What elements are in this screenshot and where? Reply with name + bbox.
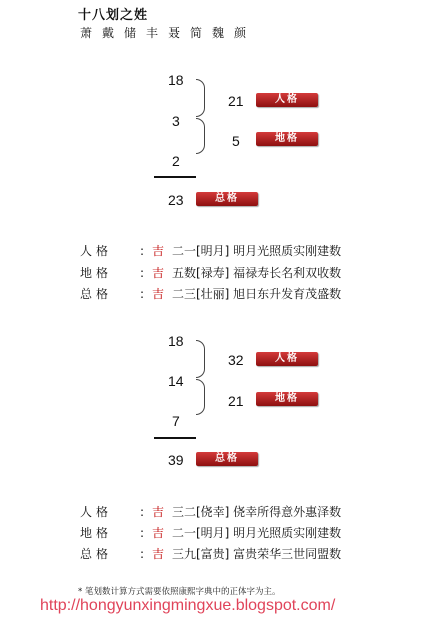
bracket-di — [196, 118, 205, 154]
row-label: 人格 — [80, 244, 113, 258]
ren-badge: 人格 — [256, 352, 318, 366]
row-desc: 三九[富贵] 富贵荣华三世同盟数 — [172, 547, 342, 561]
surname-list: 萧戴储丰聂简魏颜 — [80, 26, 257, 40]
sum-rule — [154, 176, 196, 178]
bracket-ren — [196, 79, 205, 117]
total-value: 23 — [168, 192, 184, 208]
stroke-top: 18 — [168, 333, 184, 349]
row-luck: 吉 — [152, 505, 165, 519]
ren-badge: 人格 — [256, 93, 318, 107]
fortune-row — [80, 545, 341, 562]
stroke-mid: 14 — [168, 373, 184, 389]
total-value: 39 — [168, 452, 184, 468]
bracket-di — [196, 379, 205, 415]
row-luck: 吉 — [152, 244, 165, 258]
row-desc: 二一[明月] 明月光照质实刚建数 — [172, 526, 342, 540]
di-value: 5 — [232, 133, 240, 149]
stroke-bottom: 2 — [172, 153, 180, 169]
fortune-row — [80, 242, 341, 259]
ren-value: 32 — [228, 352, 244, 368]
page-title: 十八划之姓 — [78, 8, 149, 23]
row-desc: 三二[侥幸] 侥幸所得意外惠泽数 — [172, 505, 342, 519]
footnote: * 笔划数计算方式需要依照康熙字典中的正体字为主。 — [78, 587, 281, 597]
row-desc: 二三[壮丽] 旭日东升发育茂盛数 — [172, 287, 342, 301]
row-colon: : — [139, 505, 145, 519]
sum-rule — [154, 437, 196, 439]
row-desc: 五数[禄寿] 福禄寿长名利双收数 — [172, 266, 342, 280]
row-desc: 二一[明月] 明月光照质实刚建数 — [172, 244, 342, 258]
stroke-mid: 3 — [172, 113, 180, 129]
total-badge: 总格 — [196, 452, 258, 466]
fortune-row — [80, 264, 341, 281]
blog-url-link[interactable]: http://hongyunxingmingxue.blogspot.com/ — [40, 597, 336, 614]
row-label: 总格 — [80, 547, 113, 561]
di-badge: 地格 — [256, 132, 318, 146]
bracket-ren — [196, 340, 205, 378]
row-label: 地格 — [80, 266, 113, 280]
row-luck: 吉 — [152, 547, 165, 561]
row-colon: : — [139, 287, 145, 301]
fortune-row — [80, 503, 341, 520]
row-label: 总格 — [80, 287, 113, 301]
row-colon: : — [139, 244, 145, 258]
row-luck: 吉 — [152, 526, 165, 540]
row-colon: : — [139, 266, 145, 280]
row-colon: : — [139, 547, 145, 561]
di-value: 21 — [228, 393, 244, 409]
ren-value: 21 — [228, 93, 244, 109]
row-colon: : — [139, 526, 145, 540]
fortune-row — [80, 285, 341, 302]
total-badge: 总格 — [196, 192, 258, 206]
di-badge: 地格 — [256, 392, 318, 406]
stroke-bottom: 7 — [172, 413, 180, 429]
row-luck: 吉 — [152, 287, 165, 301]
fortune-row — [80, 524, 341, 541]
row-label: 地格 — [80, 526, 113, 540]
row-luck: 吉 — [152, 266, 165, 280]
row-label: 人格 — [80, 505, 113, 519]
stroke-top: 18 — [168, 72, 184, 88]
